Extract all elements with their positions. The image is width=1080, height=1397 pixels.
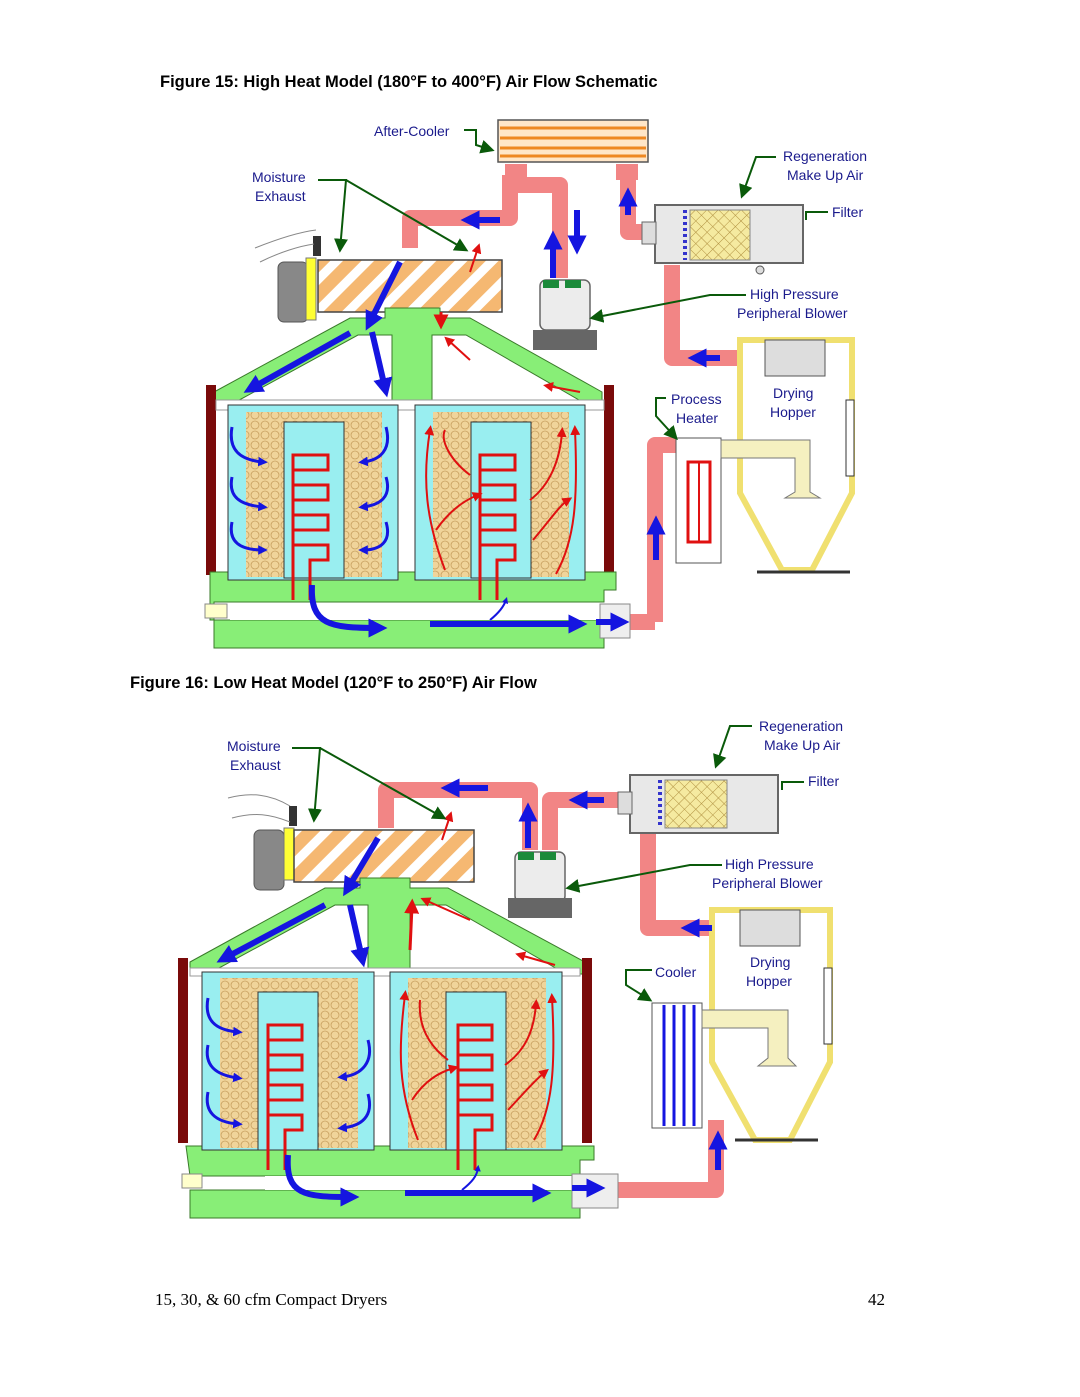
desiccant-chamber-right [390,972,562,1150]
process-heater [676,438,721,563]
drying-hopper [721,340,854,572]
desiccant-chamber-left [228,405,398,580]
desiccant-chamber-right [415,405,585,580]
regeneration-make-up-air-label-line2: Make Up Air [787,167,864,183]
drying-hopper-label-line2: Hopper [770,404,816,420]
high-pressure-peripheral-blower-label: High Pressure [750,286,839,302]
document-title: 15, 30, & 60 cfm Compact Dryers [155,1290,388,1309]
moisture-exhaust-label: Moisture [252,169,306,185]
high-pressure-peripheral-blower-label: High Pressure [725,856,814,872]
drying-hopper-label-line2: Hopper [746,973,792,989]
high-pressure-peripheral-blower-label-line2: Peripheral Blower [712,875,823,891]
regeneration-filter [618,775,778,833]
regeneration-filter [642,205,803,274]
cooler [652,1003,702,1128]
process-heater-label-line2: Heater [676,410,719,426]
filter-label: Filter [808,773,840,789]
process-heater-label: Process [671,391,722,407]
moisture-exhaust-label-line2: Exhaust [255,188,306,204]
drying-hopper [702,910,832,1140]
regeneration-make-up-air-label-line2: Make Up Air [764,737,841,753]
regeneration-make-up-air-label: Regeneration [759,718,844,734]
high-pressure-peripheral-blower [533,280,597,350]
moisture-exhaust-label-line2: Exhaust [230,757,281,773]
figure-15-title: Figure 15: High Heat Model (180°F to 400°F) Air Flow Schematic [160,73,658,91]
cooler-label: Cooler [655,964,697,980]
after-cooler [498,120,648,180]
after-cooler-label: After-Cooler [374,123,450,139]
drying-hopper-label: Drying [750,954,791,970]
figure-16-title: Figure 16: Low Heat Model (120°F to 250°F) Air Flow [130,674,537,692]
desiccant-drive-motor [228,795,297,890]
high-pressure-peripheral-blower [508,852,572,918]
figure-16-diagram [178,726,832,1218]
drying-hopper-label: Drying [773,385,814,401]
filter-label: Filter [832,204,864,220]
page-number: 42 [868,1290,885,1309]
regeneration-make-up-air-label: Regeneration [783,148,868,164]
high-pressure-peripheral-blower-label-line2: Peripheral Blower [737,305,848,321]
desiccant-drive-motor [255,230,321,322]
moisture-exhaust-label: Moisture [227,738,281,754]
